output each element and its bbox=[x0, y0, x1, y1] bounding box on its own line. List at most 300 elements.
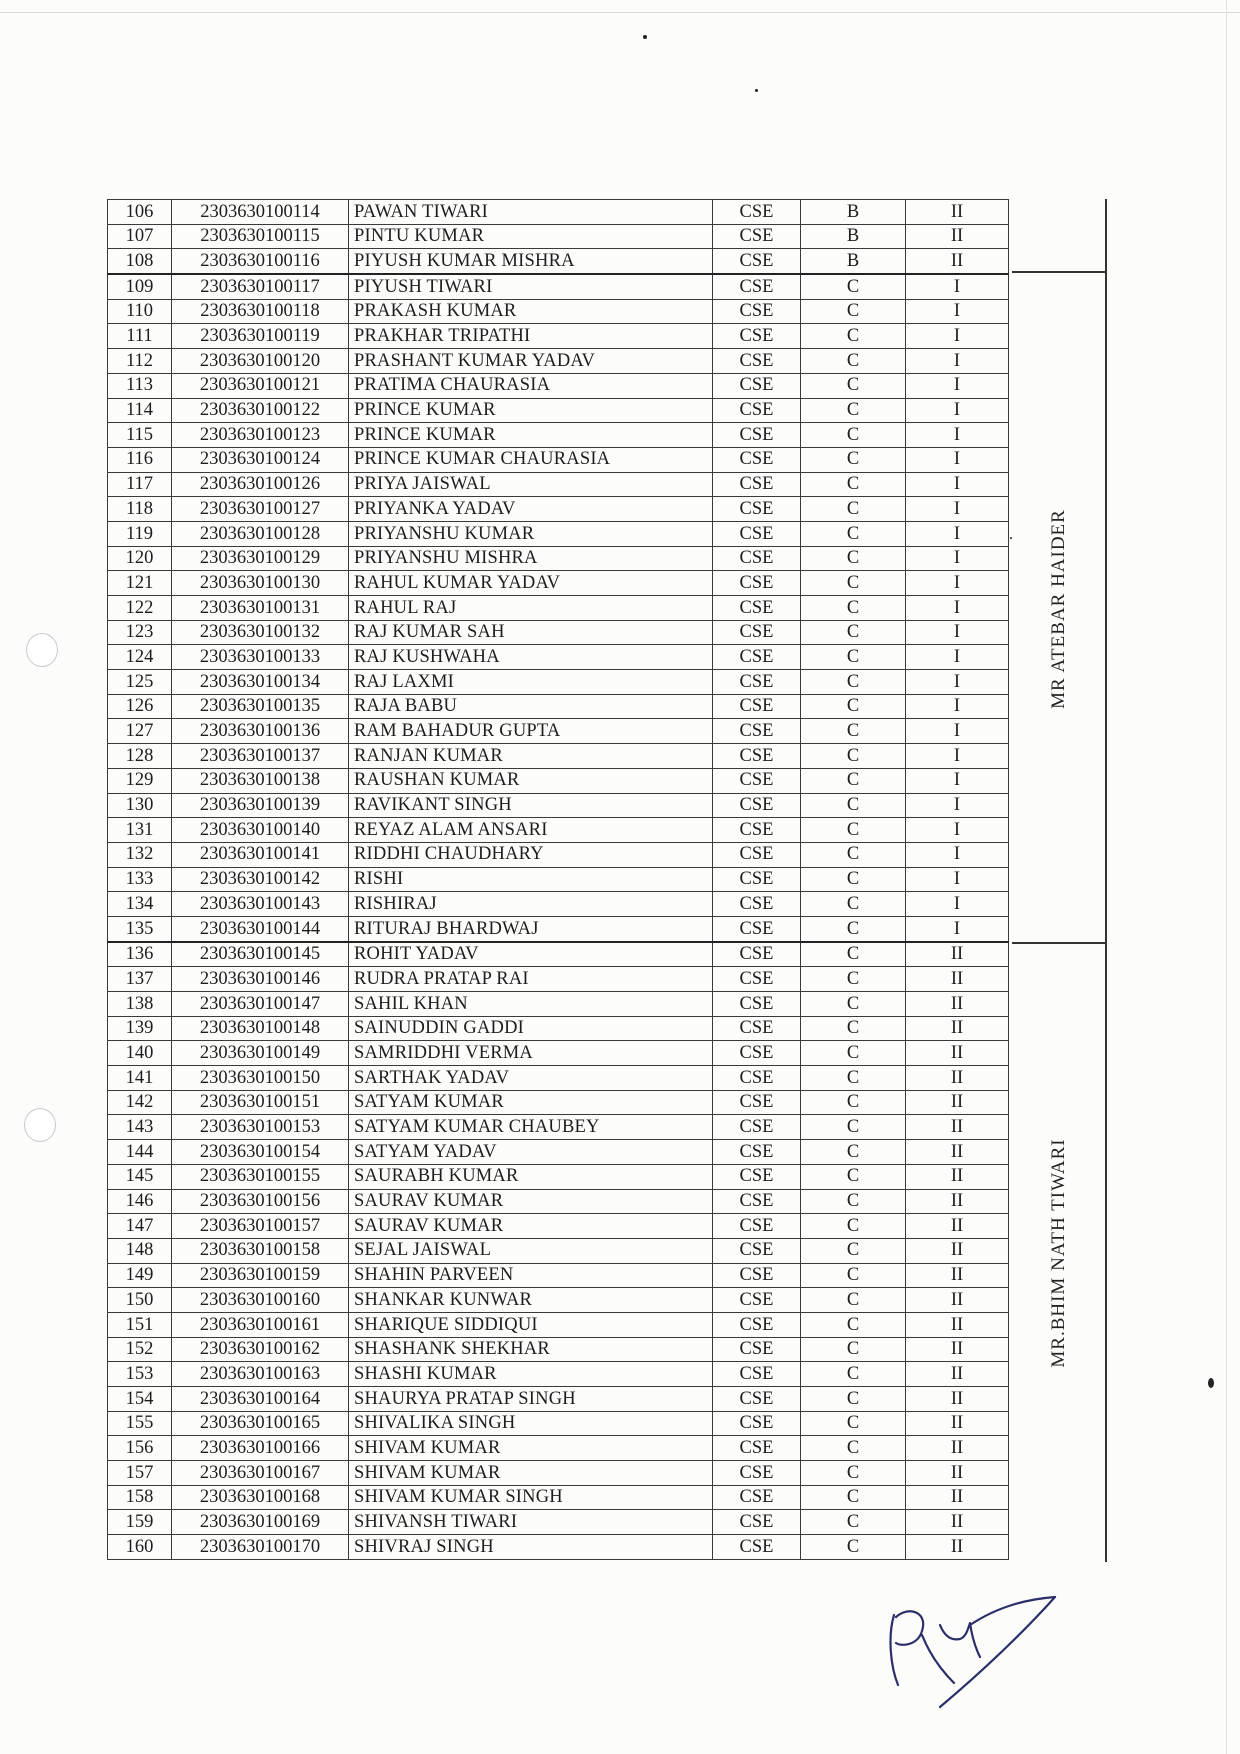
table-row bbox=[108, 1041, 1009, 1066]
serial-number-cell: 148 bbox=[108, 1238, 172, 1263]
branch-cell: CSE bbox=[713, 1189, 801, 1214]
branch-cell: CSE bbox=[713, 1535, 801, 1560]
enrollment-number-cell: 2303630100136 bbox=[172, 719, 349, 744]
mentor-column-group-3 bbox=[1012, 942, 1107, 1562]
student-name-cell: PIYUSH KUMAR MISHRA bbox=[349, 249, 713, 274]
group-cell: II bbox=[906, 1238, 1009, 1263]
enrollment-number-cell: 2303630100154 bbox=[172, 1140, 349, 1165]
scan-edge-top bbox=[0, 12, 1240, 13]
branch-cell: CSE bbox=[713, 249, 801, 274]
group-cell: I bbox=[906, 373, 1009, 398]
branch-cell: CSE bbox=[713, 967, 801, 992]
group-cell: I bbox=[906, 299, 1009, 324]
branch-cell: CSE bbox=[713, 521, 801, 546]
section-cell: C bbox=[801, 1337, 906, 1362]
section-cell: C bbox=[801, 447, 906, 472]
table-row bbox=[108, 274, 1009, 299]
table-row bbox=[108, 1263, 1009, 1288]
table-row bbox=[108, 299, 1009, 324]
table-row bbox=[108, 768, 1009, 793]
group-cell: II bbox=[906, 1016, 1009, 1041]
student-name-cell: RUDRA PRATAP RAI bbox=[349, 967, 713, 992]
scan-edge-right bbox=[1226, 0, 1227, 1754]
enrollment-number-cell: 2303630100156 bbox=[172, 1189, 349, 1214]
student-name-cell: PRASHANT KUMAR YADAV bbox=[349, 349, 713, 374]
table-row bbox=[108, 1115, 1009, 1140]
table-row bbox=[108, 324, 1009, 349]
table-row bbox=[108, 916, 1009, 941]
serial-number-cell: 127 bbox=[108, 719, 172, 744]
student-name-cell: SAURAV KUMAR bbox=[349, 1214, 713, 1239]
table-row bbox=[108, 1436, 1009, 1461]
table-row bbox=[108, 694, 1009, 719]
group-cell: I bbox=[906, 423, 1009, 448]
serial-number-cell: 128 bbox=[108, 744, 172, 769]
serial-number-cell: 138 bbox=[108, 992, 172, 1017]
group-cell: II bbox=[906, 1461, 1009, 1486]
section-cell: C bbox=[801, 1164, 906, 1189]
branch-cell: CSE bbox=[713, 1140, 801, 1165]
section-cell: C bbox=[801, 1263, 906, 1288]
branch-cell: CSE bbox=[713, 916, 801, 941]
group-cell: I bbox=[906, 916, 1009, 941]
group-cell: II bbox=[906, 1411, 1009, 1436]
enrollment-number-cell: 2303630100137 bbox=[172, 744, 349, 769]
group-cell: I bbox=[906, 324, 1009, 349]
student-name-cell: REYAZ ALAM ANSARI bbox=[349, 818, 713, 843]
student-name-cell: SATYAM KUMAR bbox=[349, 1090, 713, 1115]
enrollment-number-cell: 2303630100138 bbox=[172, 768, 349, 793]
enrollment-number-cell: 2303630100158 bbox=[172, 1238, 349, 1263]
branch-cell: CSE bbox=[713, 867, 801, 892]
branch-cell: CSE bbox=[713, 793, 801, 818]
branch-cell: CSE bbox=[713, 423, 801, 448]
student-name-cell: PRIYA JAISWAL bbox=[349, 472, 713, 497]
enrollment-number-cell: 2303630100117 bbox=[172, 274, 349, 299]
student-name-cell: RAVIKANT SINGH bbox=[349, 793, 713, 818]
serial-number-cell: 134 bbox=[108, 892, 172, 917]
section-cell: C bbox=[801, 892, 906, 917]
punch-hole bbox=[26, 633, 58, 667]
section-cell: C bbox=[801, 1288, 906, 1313]
table-row bbox=[108, 546, 1009, 571]
branch-cell: CSE bbox=[713, 694, 801, 719]
branch-cell: CSE bbox=[713, 719, 801, 744]
student-name-cell: SAURAV KUMAR bbox=[349, 1189, 713, 1214]
section-cell: B bbox=[801, 224, 906, 249]
serial-number-cell: 114 bbox=[108, 398, 172, 423]
serial-number-cell: 121 bbox=[108, 571, 172, 596]
branch-cell: CSE bbox=[713, 324, 801, 349]
table-row bbox=[108, 1337, 1009, 1362]
branch-cell: CSE bbox=[713, 942, 801, 967]
serial-number-cell: 139 bbox=[108, 1016, 172, 1041]
section-cell: C bbox=[801, 497, 906, 522]
student-name-cell: PRIYANSHU MISHRA bbox=[349, 546, 713, 571]
student-name-cell: PRAKHAR TRIPATHI bbox=[349, 324, 713, 349]
serial-number-cell: 126 bbox=[108, 694, 172, 719]
table-row bbox=[108, 1312, 1009, 1337]
scan-speck bbox=[755, 89, 758, 92]
group-cell: II bbox=[906, 1164, 1009, 1189]
student-name-cell: SATYAM YADAV bbox=[349, 1140, 713, 1165]
group-cell: II bbox=[906, 249, 1009, 274]
mentor-name: MR ATEBAR HAIDER bbox=[1047, 508, 1069, 709]
group-cell: I bbox=[906, 719, 1009, 744]
group-cell: II bbox=[906, 1288, 1009, 1313]
group-cell: II bbox=[906, 1140, 1009, 1165]
branch-cell: CSE bbox=[713, 744, 801, 769]
table-row bbox=[108, 1411, 1009, 1436]
serial-number-cell: 119 bbox=[108, 521, 172, 546]
roster-body bbox=[108, 200, 1009, 1560]
student-name-cell: RAHUL RAJ bbox=[349, 596, 713, 621]
group-cell: I bbox=[906, 398, 1009, 423]
table-row bbox=[108, 1090, 1009, 1115]
section-cell: C bbox=[801, 1140, 906, 1165]
serial-number-cell: 146 bbox=[108, 1189, 172, 1214]
serial-number-cell: 147 bbox=[108, 1214, 172, 1239]
branch-cell: CSE bbox=[713, 373, 801, 398]
table-row bbox=[108, 200, 1009, 225]
student-name-cell: SAHIL KHAN bbox=[349, 992, 713, 1017]
group-cell: I bbox=[906, 694, 1009, 719]
group-cell: II bbox=[906, 224, 1009, 249]
section-cell: C bbox=[801, 793, 906, 818]
group-cell: II bbox=[906, 942, 1009, 967]
student-name-cell: RANJAN KUMAR bbox=[349, 744, 713, 769]
branch-cell: CSE bbox=[713, 842, 801, 867]
table-row bbox=[108, 842, 1009, 867]
branch-cell: CSE bbox=[713, 1214, 801, 1239]
branch-cell: CSE bbox=[713, 1288, 801, 1313]
section-cell: C bbox=[801, 942, 906, 967]
serial-number-cell: 137 bbox=[108, 967, 172, 992]
table-row bbox=[108, 1362, 1009, 1387]
enrollment-number-cell: 2303630100165 bbox=[172, 1411, 349, 1436]
section-cell: C bbox=[801, 1238, 906, 1263]
table-row bbox=[108, 1535, 1009, 1560]
student-name-cell: RISHIRAJ bbox=[349, 892, 713, 917]
section-cell: C bbox=[801, 1510, 906, 1535]
serial-number-cell: 152 bbox=[108, 1337, 172, 1362]
student-name-cell: SAMRIDDHI VERMA bbox=[349, 1041, 713, 1066]
branch-cell: CSE bbox=[713, 620, 801, 645]
branch-cell: CSE bbox=[713, 1362, 801, 1387]
branch-cell: CSE bbox=[713, 447, 801, 472]
group-cell: I bbox=[906, 670, 1009, 695]
group-cell: II bbox=[906, 1090, 1009, 1115]
branch-cell: CSE bbox=[713, 398, 801, 423]
branch-cell: CSE bbox=[713, 571, 801, 596]
enrollment-number-cell: 2303630100143 bbox=[172, 892, 349, 917]
group-cell: II bbox=[906, 967, 1009, 992]
student-name-cell: SATYAM KUMAR CHAUBEY bbox=[349, 1115, 713, 1140]
serial-number-cell: 120 bbox=[108, 546, 172, 571]
table-row bbox=[108, 224, 1009, 249]
branch-cell: CSE bbox=[713, 768, 801, 793]
table-row bbox=[108, 1164, 1009, 1189]
serial-number-cell: 158 bbox=[108, 1485, 172, 1510]
section-cell: C bbox=[801, 1016, 906, 1041]
enrollment-number-cell: 2303630100166 bbox=[172, 1436, 349, 1461]
group-cell: II bbox=[906, 1312, 1009, 1337]
punch-hole bbox=[24, 1108, 56, 1142]
enrollment-number-cell: 2303630100140 bbox=[172, 818, 349, 843]
table-row bbox=[108, 1016, 1009, 1041]
group-cell: I bbox=[906, 867, 1009, 892]
scan-speck bbox=[643, 35, 647, 39]
serial-number-cell: 111 bbox=[108, 324, 172, 349]
table-row bbox=[108, 867, 1009, 892]
section-cell: C bbox=[801, 719, 906, 744]
group-cell: I bbox=[906, 645, 1009, 670]
group-cell: II bbox=[906, 1510, 1009, 1535]
serial-number-cell: 132 bbox=[108, 842, 172, 867]
section-cell: B bbox=[801, 200, 906, 225]
table-row bbox=[108, 1189, 1009, 1214]
table-row bbox=[108, 1387, 1009, 1412]
section-cell: C bbox=[801, 818, 906, 843]
student-name-cell: PINTU KUMAR bbox=[349, 224, 713, 249]
enrollment-number-cell: 2303630100118 bbox=[172, 299, 349, 324]
group-cell: II bbox=[906, 1535, 1009, 1560]
section-cell: B bbox=[801, 249, 906, 274]
student-name-cell: RAM BAHADUR GUPTA bbox=[349, 719, 713, 744]
group-cell: II bbox=[906, 1189, 1009, 1214]
table-row bbox=[108, 818, 1009, 843]
section-cell: C bbox=[801, 1312, 906, 1337]
serial-number-cell: 151 bbox=[108, 1312, 172, 1337]
enrollment-number-cell: 2303630100157 bbox=[172, 1214, 349, 1239]
serial-number-cell: 110 bbox=[108, 299, 172, 324]
student-name-cell: PAWAN TIWARI bbox=[349, 200, 713, 225]
table-row bbox=[108, 793, 1009, 818]
group-cell: I bbox=[906, 793, 1009, 818]
serial-number-cell: 143 bbox=[108, 1115, 172, 1140]
table-row bbox=[108, 249, 1009, 274]
section-cell: C bbox=[801, 1411, 906, 1436]
enrollment-number-cell: 2303630100161 bbox=[172, 1312, 349, 1337]
branch-cell: CSE bbox=[713, 1041, 801, 1066]
branch-cell: CSE bbox=[713, 200, 801, 225]
table-row bbox=[108, 620, 1009, 645]
enrollment-number-cell: 2303630100153 bbox=[172, 1115, 349, 1140]
table-row bbox=[108, 992, 1009, 1017]
table-row bbox=[108, 1140, 1009, 1165]
branch-cell: CSE bbox=[713, 1337, 801, 1362]
table-row bbox=[108, 744, 1009, 769]
group-cell: II bbox=[906, 1115, 1009, 1140]
enrollment-number-cell: 2303630100155 bbox=[172, 1164, 349, 1189]
student-name-cell: SHANKAR KUNWAR bbox=[349, 1288, 713, 1313]
table-row bbox=[108, 892, 1009, 917]
group-cell: I bbox=[906, 744, 1009, 769]
enrollment-number-cell: 2303630100139 bbox=[172, 793, 349, 818]
serial-number-cell: 124 bbox=[108, 645, 172, 670]
branch-cell: CSE bbox=[713, 892, 801, 917]
enrollment-number-cell: 2303630100119 bbox=[172, 324, 349, 349]
group-cell: II bbox=[906, 1263, 1009, 1288]
branch-cell: CSE bbox=[713, 1411, 801, 1436]
section-cell: C bbox=[801, 521, 906, 546]
group-cell: I bbox=[906, 620, 1009, 645]
section-cell: C bbox=[801, 1535, 906, 1560]
scan-speck bbox=[1208, 1378, 1214, 1388]
table-row bbox=[108, 447, 1009, 472]
branch-cell: CSE bbox=[713, 224, 801, 249]
section-cell: C bbox=[801, 967, 906, 992]
branch-cell: CSE bbox=[713, 1485, 801, 1510]
serial-number-cell: 116 bbox=[108, 447, 172, 472]
serial-number-cell: 141 bbox=[108, 1066, 172, 1091]
section-cell: C bbox=[801, 571, 906, 596]
student-name-cell: PRATIMA CHAURASIA bbox=[349, 373, 713, 398]
student-name-cell: SEJAL JAISWAL bbox=[349, 1238, 713, 1263]
serial-number-cell: 133 bbox=[108, 867, 172, 892]
section-cell: C bbox=[801, 1090, 906, 1115]
enrollment-number-cell: 2303630100160 bbox=[172, 1288, 349, 1313]
group-cell: II bbox=[906, 1387, 1009, 1412]
table-row bbox=[108, 497, 1009, 522]
branch-cell: CSE bbox=[713, 1090, 801, 1115]
section-cell: C bbox=[801, 768, 906, 793]
mentor-column-group-1 bbox=[1012, 199, 1107, 271]
table-row bbox=[108, 967, 1009, 992]
student-name-cell: SHARIQUE SIDDIQUI bbox=[349, 1312, 713, 1337]
serial-number-cell: 123 bbox=[108, 620, 172, 645]
enrollment-number-cell: 2303630100130 bbox=[172, 571, 349, 596]
group-cell: I bbox=[906, 472, 1009, 497]
table-row bbox=[108, 398, 1009, 423]
student-name-cell: SHIVRAJ SINGH bbox=[349, 1535, 713, 1560]
section-cell: C bbox=[801, 744, 906, 769]
group-cell: II bbox=[906, 992, 1009, 1017]
group-cell: II bbox=[906, 1337, 1009, 1362]
enrollment-number-cell: 2303630100164 bbox=[172, 1387, 349, 1412]
student-name-cell: SARTHAK YADAV bbox=[349, 1066, 713, 1091]
enrollment-number-cell: 2303630100146 bbox=[172, 967, 349, 992]
student-name-cell: SHASHI KUMAR bbox=[349, 1362, 713, 1387]
serial-number-cell: 125 bbox=[108, 670, 172, 695]
enrollment-number-cell: 2303630100150 bbox=[172, 1066, 349, 1091]
student-name-cell: RAHUL KUMAR YADAV bbox=[349, 571, 713, 596]
section-cell: C bbox=[801, 1436, 906, 1461]
student-name-cell: PRINCE KUMAR bbox=[349, 423, 713, 448]
enrollment-number-cell: 2303630100115 bbox=[172, 224, 349, 249]
branch-cell: CSE bbox=[713, 299, 801, 324]
table-row bbox=[108, 596, 1009, 621]
enrollment-number-cell: 2303630100162 bbox=[172, 1337, 349, 1362]
student-name-cell: SHIVAM KUMAR SINGH bbox=[349, 1485, 713, 1510]
enrollment-number-cell: 2303630100122 bbox=[172, 398, 349, 423]
enrollment-number-cell: 2303630100149 bbox=[172, 1041, 349, 1066]
branch-cell: CSE bbox=[713, 818, 801, 843]
section-cell: C bbox=[801, 645, 906, 670]
serial-number-cell: 153 bbox=[108, 1362, 172, 1387]
group-cell: II bbox=[906, 1041, 1009, 1066]
table-row bbox=[108, 1510, 1009, 1535]
group-cell: I bbox=[906, 497, 1009, 522]
enrollment-number-cell: 2303630100123 bbox=[172, 423, 349, 448]
branch-cell: CSE bbox=[713, 670, 801, 695]
enrollment-number-cell: 2303630100163 bbox=[172, 1362, 349, 1387]
table-row bbox=[108, 719, 1009, 744]
section-cell: C bbox=[801, 1387, 906, 1412]
table-row bbox=[108, 670, 1009, 695]
section-cell: C bbox=[801, 992, 906, 1017]
section-cell: C bbox=[801, 324, 906, 349]
section-cell: C bbox=[801, 694, 906, 719]
serial-number-cell: 113 bbox=[108, 373, 172, 398]
serial-number-cell: 159 bbox=[108, 1510, 172, 1535]
serial-number-cell: 140 bbox=[108, 1041, 172, 1066]
student-name-cell: SHIVANSH TIWARI bbox=[349, 1510, 713, 1535]
group-cell: I bbox=[906, 546, 1009, 571]
enrollment-number-cell: 2303630100159 bbox=[172, 1263, 349, 1288]
branch-cell: CSE bbox=[713, 1115, 801, 1140]
serial-number-cell: 150 bbox=[108, 1288, 172, 1313]
section-cell: C bbox=[801, 1461, 906, 1486]
group-cell: I bbox=[906, 596, 1009, 621]
student-name-cell: PRINCE KUMAR bbox=[349, 398, 713, 423]
enrollment-number-cell: 2303630100168 bbox=[172, 1485, 349, 1510]
section-cell: C bbox=[801, 1214, 906, 1239]
branch-cell: CSE bbox=[713, 274, 801, 299]
serial-number-cell: 136 bbox=[108, 942, 172, 967]
student-name-cell: PRINCE KUMAR CHAURASIA bbox=[349, 447, 713, 472]
section-cell: C bbox=[801, 472, 906, 497]
group-cell: II bbox=[906, 200, 1009, 225]
table-row bbox=[108, 571, 1009, 596]
branch-cell: CSE bbox=[713, 349, 801, 374]
section-cell: C bbox=[801, 299, 906, 324]
branch-cell: CSE bbox=[713, 546, 801, 571]
student-roster-table bbox=[107, 199, 1009, 1560]
enrollment-number-cell: 2303630100144 bbox=[172, 916, 349, 941]
student-name-cell: SHAURYA PRATAP SINGH bbox=[349, 1387, 713, 1412]
branch-cell: CSE bbox=[713, 1263, 801, 1288]
serial-number-cell: 109 bbox=[108, 274, 172, 299]
branch-cell: CSE bbox=[713, 992, 801, 1017]
serial-number-cell: 106 bbox=[108, 200, 172, 225]
branch-cell: CSE bbox=[713, 497, 801, 522]
student-name-cell: RAUSHAN KUMAR bbox=[349, 768, 713, 793]
serial-number-cell: 112 bbox=[108, 349, 172, 374]
student-name-cell: RISHI bbox=[349, 867, 713, 892]
section-cell: C bbox=[801, 842, 906, 867]
enrollment-number-cell: 2303630100114 bbox=[172, 200, 349, 225]
enrollment-number-cell: 2303630100134 bbox=[172, 670, 349, 695]
serial-number-cell: 135 bbox=[108, 916, 172, 941]
section-cell: C bbox=[801, 620, 906, 645]
branch-cell: CSE bbox=[713, 1461, 801, 1486]
section-cell: C bbox=[801, 867, 906, 892]
serial-number-cell: 157 bbox=[108, 1461, 172, 1486]
table-row bbox=[108, 521, 1009, 546]
enrollment-number-cell: 2303630100124 bbox=[172, 447, 349, 472]
student-name-cell: PIYUSH TIWARI bbox=[349, 274, 713, 299]
group-cell: I bbox=[906, 892, 1009, 917]
student-name-cell: SHASHANK SHEKHAR bbox=[349, 1337, 713, 1362]
group-cell: II bbox=[906, 1485, 1009, 1510]
student-name-cell: SHIVALIKA SINGH bbox=[349, 1411, 713, 1436]
group-cell: I bbox=[906, 521, 1009, 546]
branch-cell: CSE bbox=[713, 1238, 801, 1263]
serial-number-cell: 142 bbox=[108, 1090, 172, 1115]
section-cell: C bbox=[801, 596, 906, 621]
serial-number-cell: 144 bbox=[108, 1140, 172, 1165]
